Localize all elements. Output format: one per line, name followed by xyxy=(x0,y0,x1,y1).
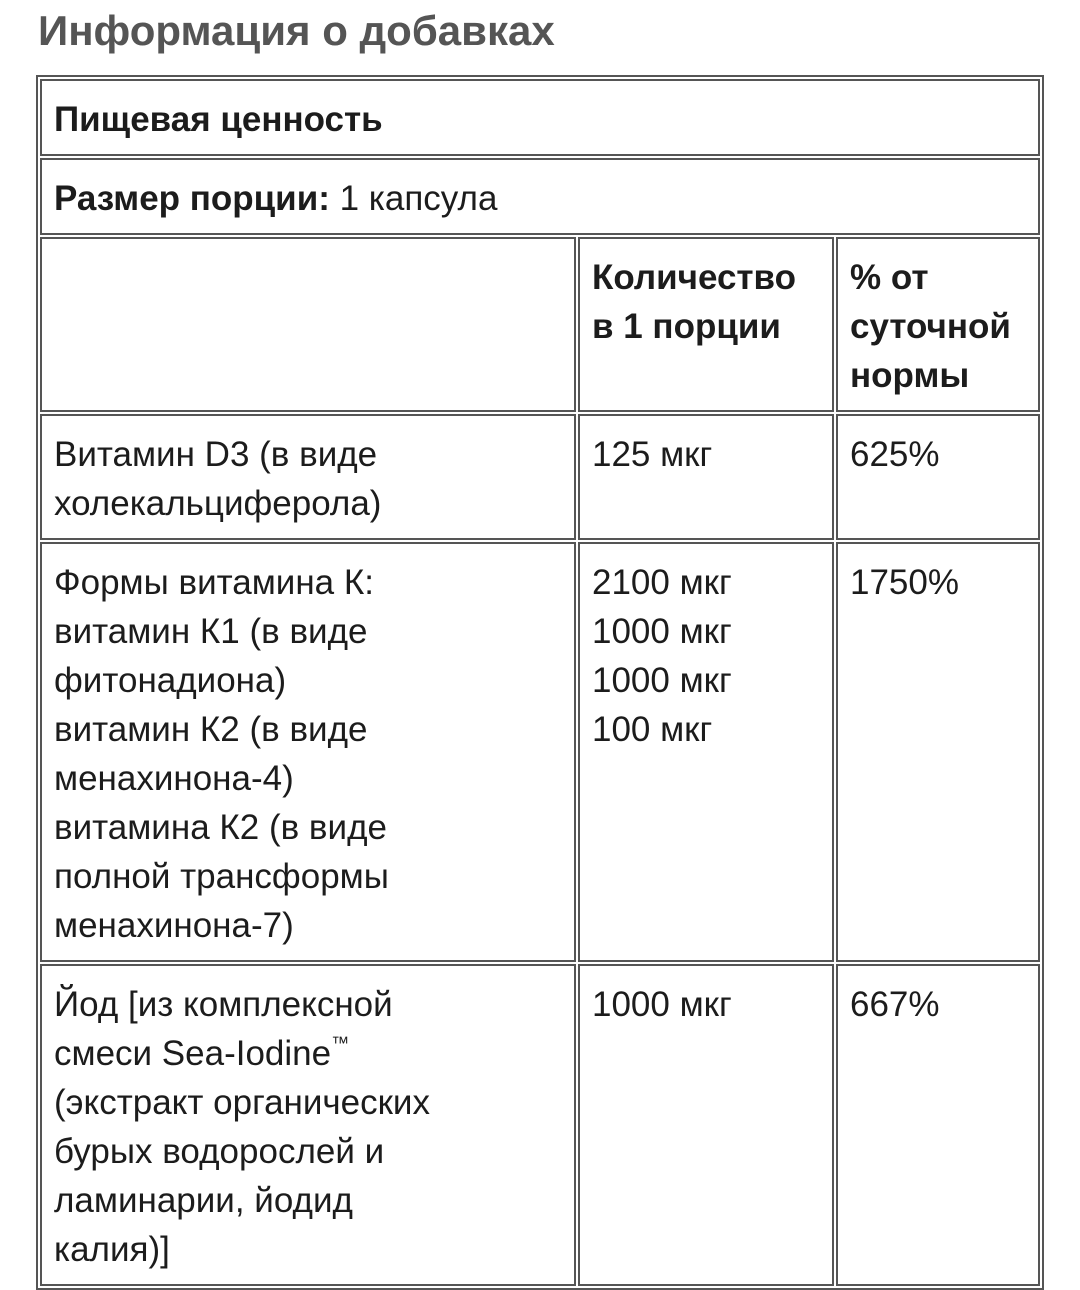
table-title: Пищевая ценность xyxy=(40,79,1040,156)
name-line: менахинона-4) xyxy=(54,759,294,798)
nutrient-name xyxy=(40,542,576,962)
name-line: витамина К2 (в виде xyxy=(54,808,387,847)
nutrient-amount xyxy=(578,542,834,962)
nutrient-amount xyxy=(578,414,834,540)
name-line: бурых водорослей и xyxy=(54,1132,385,1171)
header-amount xyxy=(578,237,834,412)
name-line: холекальциферола) xyxy=(54,484,382,523)
trademark-symbol: ™ xyxy=(331,1033,350,1053)
name-line: фитонадиона) xyxy=(54,661,287,700)
name-line: менахинона-7) xyxy=(54,906,294,945)
name-line: Йод [из комплексной xyxy=(54,985,393,1024)
table-row xyxy=(40,964,1040,1286)
nutrient-name xyxy=(40,964,576,1286)
header-empty-cell xyxy=(40,237,576,412)
amount-line: 1000 мкг xyxy=(592,612,732,651)
name-line: (экстракт органических xyxy=(54,1083,430,1122)
name-line: ламинарии, йодид xyxy=(54,1181,353,1220)
column-header-row xyxy=(40,237,1040,412)
header-amount-line: в 1 порции xyxy=(592,307,781,346)
serving-size-row xyxy=(40,158,1040,235)
name-line: витамин К2 (в виде xyxy=(54,710,368,749)
header-amount-line: Количество xyxy=(592,258,796,297)
header-dv-line: нормы xyxy=(850,356,970,395)
header-dv-line: суточной xyxy=(850,307,1011,346)
name-line-trademark xyxy=(54,1029,562,1078)
amount-line: 2100 мкг xyxy=(592,563,732,602)
nutrient-amount xyxy=(578,964,834,1286)
serving-size-value: 1 капсула xyxy=(329,179,498,218)
name-line: полной трансформы xyxy=(54,857,389,896)
name-text: смеси Sea-Iodine xyxy=(54,1034,332,1073)
table-row xyxy=(40,414,1040,540)
nutrient-dv: 625% xyxy=(836,414,1040,540)
serving-size-cell xyxy=(40,158,1040,235)
amount-line: 1000 мкг xyxy=(592,985,732,1024)
nutrient-dv: 1750% xyxy=(836,542,1040,962)
nutrient-dv: 667% xyxy=(836,964,1040,1286)
amount-line: 125 мкг xyxy=(592,435,713,474)
name-line: Витамин D3 (в виде xyxy=(54,435,378,474)
name-line: витамин К1 (в виде xyxy=(54,612,368,651)
name-line: калия)] xyxy=(54,1230,170,1269)
amount-line: 100 мкг xyxy=(592,710,713,749)
name-line: Формы витамина К: xyxy=(54,563,374,602)
nutrient-name xyxy=(40,414,576,540)
supplement-facts-table xyxy=(36,75,1044,1290)
table-row xyxy=(40,542,1040,962)
amount-line: 1000 мкг xyxy=(592,661,732,700)
page-title: Информация о добавках xyxy=(38,7,555,54)
header-dv-line: % от xyxy=(850,258,929,297)
serving-size-label: Размер порции: xyxy=(54,179,330,218)
header-daily-value xyxy=(836,237,1040,412)
table-title-row xyxy=(40,79,1040,156)
